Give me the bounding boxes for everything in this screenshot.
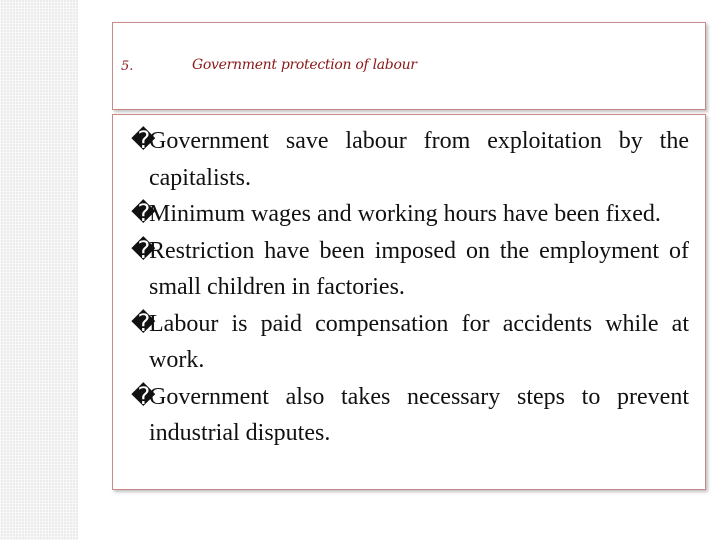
bullet-icon: � [131, 128, 156, 154]
bullet-icon: � [131, 201, 156, 227]
title-box [112, 22, 706, 110]
bullet-list [131, 123, 689, 452]
bullet-text: Restriction have been imposed on the employment of small children in factories. [149, 237, 689, 300]
bullet-item [131, 233, 689, 306]
bullet-item [131, 379, 689, 452]
content-box [112, 114, 706, 490]
bullet-item [131, 123, 689, 196]
bullet-item [131, 306, 689, 379]
bullet-text: Government save labour from exploitation by the capitalists. [149, 128, 689, 191]
bullet-text: Government also takes necessary steps to prevent industrial disputes. [149, 383, 689, 446]
bullet-item [131, 196, 689, 233]
bullet-icon: � [131, 237, 156, 264]
slide-title: Government protection of labour [192, 57, 417, 73]
bullet-text: Labour is paid compensation for accidents while at work. [149, 310, 689, 373]
bullet-text: Minimum wages and working hours have been fixed. [149, 201, 661, 227]
slide-number: 5. [121, 59, 134, 74]
bullet-icon: � [131, 310, 156, 337]
bullet-icon: � [131, 383, 156, 410]
decorative-side-strip [0, 0, 78, 540]
